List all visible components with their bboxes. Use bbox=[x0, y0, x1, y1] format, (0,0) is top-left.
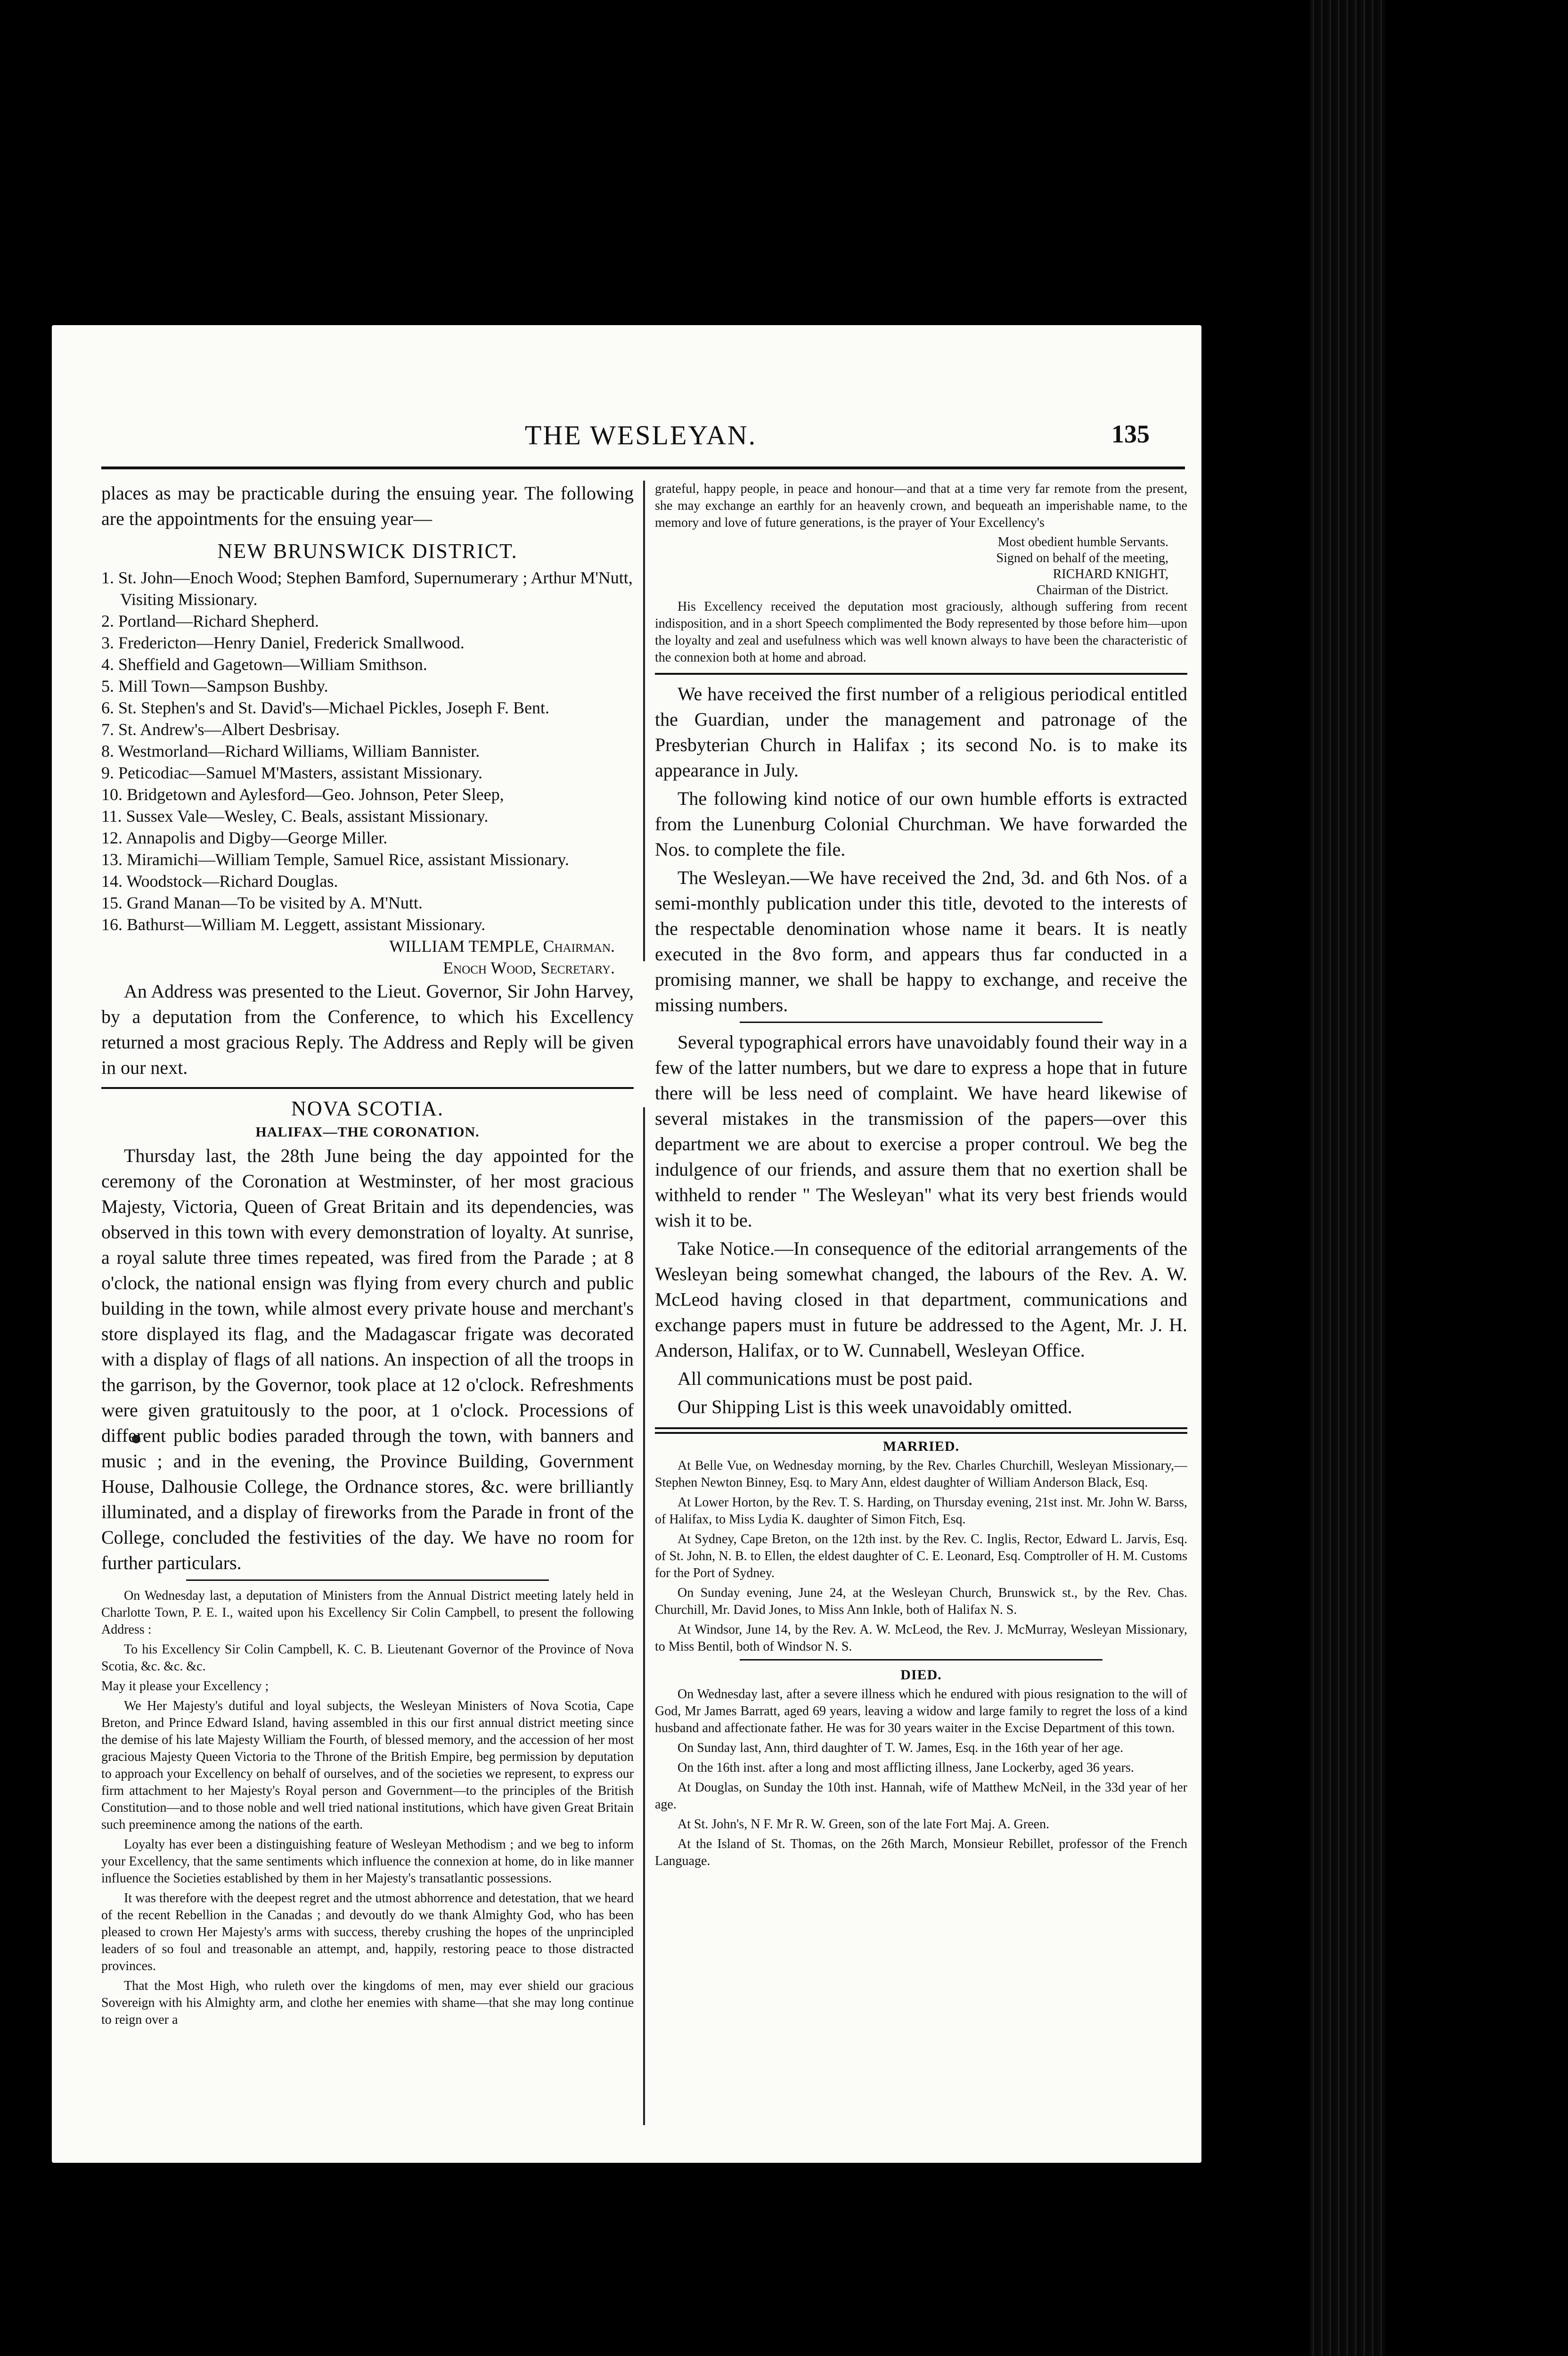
take-notice-paragraph: Take Notice.—In consequence of the editorial arrangements of the Wesleyan being somewhat changed, the labours of the Rev. A. W. McLeod having closed in that department, communications and exchange papers must in future be addressed to the Agent, Mr. J. H. Anderson, Halifax, or to W. Cunnabell, Wesleyan Office. bbox=[655, 1238, 1187, 1361]
married-heading: MARRIED. bbox=[882, 1439, 960, 1454]
list-item: 7. St. Andrew's—Albert Desbrisay. bbox=[101, 720, 340, 739]
secretary-signature: Enoch Wood, Secretary. bbox=[443, 958, 615, 977]
list-item: At Lower Horton, by the Rev. T. S. Harding, on Thursday evening, 21st inst. Mr. John W. Barss, of Halifax, to Miss Lydia K. daughter of Simon Fitch, Esq. bbox=[655, 1495, 1187, 1527]
list-item: At Belle Vue, on Wednesday morning, by the Rev. Charles Churchill, Wesleyan Missionary,—Stephen Newton Binney, Esq. to Mary Ann, eldest daughter of William Anderson Black, Esq. bbox=[655, 1458, 1187, 1490]
address-salutation: To his Excellency Sir Colin Campbell, K. C. B. Lieutenant Governor of the Province of Nova Scotia, &c. &c. &c. bbox=[101, 1642, 634, 1674]
list-item: 14. Woodstock—Richard Douglas. bbox=[101, 872, 338, 891]
list-item: At Douglas, on Sunday the 10th inst. Hannah, wife of Matthew McNeil, in the 33d year of her age. bbox=[655, 1780, 1187, 1812]
list-item: On the 16th inst. after a long and most afflicting illness, Jane Lockerby, aged 36 years. bbox=[678, 1760, 1134, 1775]
list-item: At Sydney, Cape Breton, on the 12th inst. by the Rev. C. Inglis, Rector, Edward L. Jarvis, Esq. of St. John, N. B. to Ellen, the eldest daughter of C. E. Leonard, Esq. Comptroller of H. M. Customs for the Port of Sydney. bbox=[655, 1532, 1187, 1580]
column-divider bbox=[643, 481, 645, 961]
running-header bbox=[104, 419, 1178, 462]
address-body: Loyalty has ever been a distinguishing feature of Wesleyan Methodism ; and we beg to inform your Excellency, that the same sentiments which influence the connexion at home, do in like manner influence the Societies established by them in her Majesty's transatlantic possessions. bbox=[101, 1837, 634, 1886]
short-rule bbox=[186, 1579, 549, 1581]
post-paid-paragraph: All communications must be post paid. bbox=[678, 1368, 973, 1389]
address-continuation: grateful, happy people, in peace and honour—and that at a time very far remote from the present, she may exchange an earthly for an heavenly crown, and bequeath an imperishable name, to the memory and love of future generations, is the prayer of Your Excellency's bbox=[655, 482, 1187, 530]
list-item: 6. St. Stephen's and St. David's—Michael Pickles, Joseph F. Bent. bbox=[101, 698, 550, 717]
section-rule bbox=[101, 1087, 634, 1089]
list-item: 12. Annapolis and Digby—George Miller. bbox=[101, 828, 388, 847]
address-body: We Her Majesty's dutiful and loyal subjects, the Wesleyan Ministers of Nova Scotia, Cape Breton, and Prince Edward Island, having assembled in this our first annual district meeting since the demise of his late Majesty William the Fourth, of blessed memory, and the accession of her most gracious Majesty Queen Victoria to the Throne of the British Empire, beg permission by deputation to approach your Excellency on behalf of ourselves, and of the societies we represent, to express our firm attachment to her Majesty's Royal person and Government—to the principles of the British Constitution—and to those noble and well tried national institutions, which have given Great Britain such preeminence among the nations of the earth. bbox=[101, 1699, 634, 1832]
list-item: 1. St. John—Enoch Wood; Stephen Bamford, Supernumerary ; Arthur M'Nutt, Visiting Missionary. bbox=[101, 568, 633, 609]
list-item: 10. Bridgetown and Aylesford—Geo. Johnson, Peter Sleep, bbox=[101, 785, 504, 804]
appointments-list bbox=[101, 567, 634, 935]
chairman-signature: WILLIAM TEMPLE, Chairman. bbox=[389, 937, 615, 956]
list-item: 3. Fredericton—Henry Daniel, Frederick Smallwood. bbox=[101, 633, 465, 652]
coronation-paragraph: Thursday last, the 28th June being the day appointed for the ceremony of the Coronation at Westminster, of her most gracious Majesty, Victoria, Queen of Great Britain and its dependencies, was observed in this town with every demonstration of loyalty. At sunrise, a royal salute three times repeated, was fired from the Parade ; at 8 o'clock, the national ensign was flying from every church and public building in the town, while almost every private house and merchant's store displayed its flag, and the Madagascar frigate was decorated with a display of flags of all nations. An inspection of all the troops in the garrison, by the Governor, took place at 12 o'clock. Refreshments were given gratuitously to the poor, at 1 o'clock. Processions of different public bodies paraded through the town, with banners and music ; and in the evening, the Province Building, Government House, Dalhousie College, the Ordnance stores, &c. were brilliantly illuminated, and a display of fireworks from the Parade in front of the College, concluded the festivities of the day. We have no room for further particulars. bbox=[101, 1145, 634, 1573]
address-paragraph: An Address was presented to the Lieut. Governor, Sir John Harvey, by a deputation from the Conference, to which his Excellency returned a most gracious Reply. The Address and Reply will be given in our next. bbox=[101, 981, 634, 1078]
page-gutter-shadow bbox=[1310, 0, 1385, 2356]
newspaper-page bbox=[52, 325, 1201, 2163]
wesleyan-paragraph: The Wesleyan.—We have received the 2nd, 3d. and 6th Nos. of a semi-monthly publication under this title, devoted to the interests of the respectable denomination whose name it bears. It is neatly executed in the 8vo form, and appears thus far conducted in a promising manner, we shall be happy to exchange, and receive the missing numbers. bbox=[655, 867, 1187, 1015]
short-rule bbox=[740, 1659, 1102, 1661]
section-rule bbox=[655, 673, 1187, 675]
address-signer-role: Chairman of the District. bbox=[1037, 583, 1168, 597]
list-item: 16. Bathurst—William M. Leggett, assistant Missionary. bbox=[101, 915, 486, 934]
guardian-paragraph: We have received the first number of a religious periodical entitled the Guardian, under the management and patronage of the Presbyterian Church in Halifax ; its second No. is to make its appearance in July. bbox=[655, 683, 1187, 781]
left-column bbox=[101, 481, 634, 2130]
list-item: 8. Westmorland—Richard Williams, William Bannister. bbox=[101, 742, 480, 761]
page-title: THE WESLEYAN. bbox=[524, 420, 757, 450]
district-heading: NEW BRUNSWICK DISTRICT. bbox=[217, 540, 518, 563]
address-body: That the Most High, who ruleth over the kingdoms of men, may ever shield our gracious Sovereign with his Almighty arm, and clothe her enemies with shame—that she may long continue to reign over a bbox=[101, 1979, 634, 2027]
list-item: At the Island of St. Thomas, on the 26th March, Monsieur Rebillet, professor of the French Language. bbox=[655, 1837, 1187, 1868]
list-item: At Windsor, June 14, by the Rev. A. W. McLeod, the Rev. J. McMurray, Wesleyan Missionary, to Miss Bentil, both of Windsor N. S. bbox=[655, 1622, 1187, 1654]
kind-notice-paragraph: The following kind notice of our own humble efforts is extracted from the Lunenburg Colonial Churchman. We have forwarded the Nos. to complete the file. bbox=[655, 788, 1187, 860]
list-item: 15. Grand Manan—To be visited by A. M'Nutt. bbox=[101, 893, 423, 912]
address-body: It was therefore with the deepest regret and the utmost abhorrence and detestation, that we heard of the recent Rebellion in the Canadas ; and devoutly do we thank Almighty God, who has been pleased to crown Her Majesty's arms with success, thereby crushing the hopes of the unprincipled leaders of so foul and treasonable an attempt, and, happily, restoring peace to those distracted provinces. bbox=[101, 1891, 634, 1973]
column-divider bbox=[643, 1107, 645, 2125]
list-item: 5. Mill Town—Sampson Bushby. bbox=[101, 677, 328, 695]
list-item: On Sunday last, Ann, third daughter of T. W. James, Esq. in the 16th year of her age. bbox=[678, 1741, 1124, 1755]
list-item: On Sunday evening, June 24, at the Wesleyan Church, Brunswick st., by the Rev. Chas. Churchill, Mr. David Jones, to Miss Ann Inkle, both of Halifax N. S. bbox=[655, 1586, 1187, 1617]
address-signer: RICHARD KNIGHT, bbox=[1053, 567, 1168, 581]
address-closing: Most obedient humble Servants. bbox=[997, 535, 1168, 549]
list-item: At St. John's, N F. Mr R. W. Green, son of the late Fort Maj. A. Green. bbox=[678, 1817, 1050, 1832]
section-heading: NOVA SCOTIA. bbox=[291, 1097, 444, 1120]
short-rule bbox=[740, 1022, 1102, 1023]
list-item: 13. Miramichi—William Temple, Samuel Rice, assistant Missionary. bbox=[101, 850, 569, 869]
shipping-paragraph: Our Shipping List is this week unavoidably omitted. bbox=[678, 1396, 1072, 1417]
header-rule bbox=[101, 466, 1185, 469]
intro-paragraph: places as may be practicable during the ensuing year. The following are the appointments for the ensuing year— bbox=[101, 483, 634, 529]
right-column bbox=[655, 481, 1187, 2130]
errors-paragraph: Several typographical errors have unavoidably found their way in a few of the latter numbers, but we dare to express a hope that in future there will be less need of complaint. We have heard likewise of several mistakes in the transmission of the papers—over this department we are about to exercise a proper controul. We beg the indulgence of our friends, and assure them that no exertion shall be withheld to render " The Wesleyan" what its very best friends would wish it to be. bbox=[655, 1031, 1187, 1231]
list-item: 4. Sheffield and Gagetown—William Smithson. bbox=[101, 655, 427, 674]
address-opening: May it please your Excellency ; bbox=[101, 1679, 269, 1693]
address-signed: Signed on behalf of the meeting, bbox=[996, 551, 1168, 565]
double-rule bbox=[655, 1427, 1187, 1434]
deputation-paragraph: On Wednesday last, a deputation of Ministers from the Annual District meeting lately held in Charlotte Town, P. E. I., waited upon his Excellency Sir Colin Campbell, to present the following Address : bbox=[101, 1588, 634, 1637]
list-item: 9. Peticodiac—Samuel M'Masters, assistant Missionary. bbox=[101, 763, 483, 782]
list-item: 2. Portland—Richard Shepherd. bbox=[101, 612, 319, 630]
died-heading: DIED. bbox=[900, 1667, 942, 1683]
page-number: 135 bbox=[1111, 420, 1150, 448]
section-subheading: HALIFAX—THE CORONATION. bbox=[255, 1124, 480, 1140]
list-item: On Wednesday last, after a severe illness which he endured with pious resignation to the will of God, Mr James Barratt, aged 69 years, leaving a widow and large family to regret the loss of a kind husband and affectionate father. He was for 30 years waiter in the Excise Department of this town. bbox=[655, 1687, 1187, 1735]
list-item: 11. Sussex Vale—Wesley, C. Beals, assistant Missionary. bbox=[101, 807, 489, 826]
reply-paragraph: His Excellency received the deputation most graciously, although suffering from recent indisposition, and in a short Speech complimented the Body represented by those before him—upon the loyalty and zeal and usefulness which was well known always to have been the characteristic of the connexion both at home and abroad. bbox=[655, 599, 1187, 665]
